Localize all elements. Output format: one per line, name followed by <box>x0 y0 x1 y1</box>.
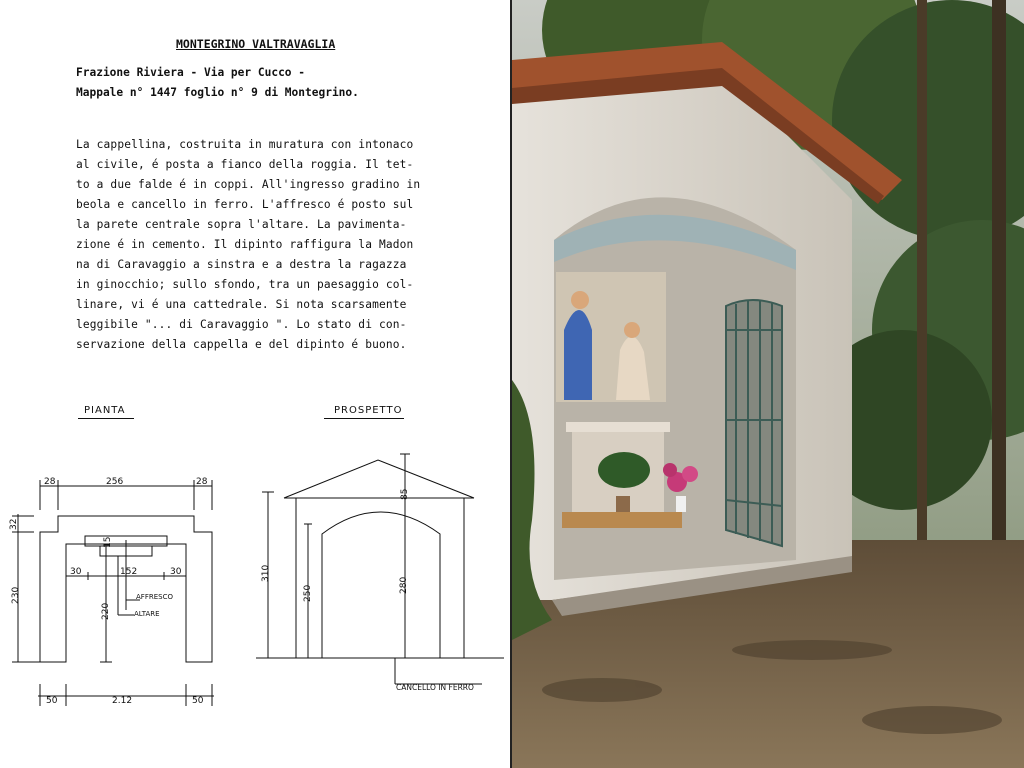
header-line-1: Frazione Riviera - Via per Cucco - <box>76 66 306 79</box>
dim-total: 310 <box>261 564 271 582</box>
dim-roof: 85 <box>400 488 410 500</box>
body-line: linare, vi é una cattedrale. Si nota scarsamente <box>76 298 407 311</box>
iron-gate <box>726 300 782 546</box>
body-line: zione é in cemento. Il dipinto raffigura la Madon <box>76 238 414 251</box>
label-affresco: AFFRESCO <box>136 593 173 601</box>
body-line: na di Caravaggio a sinstra e a destra la ragazza <box>76 258 407 271</box>
dim-height: 230 <box>11 586 21 604</box>
pianta-label: PIANTA <box>84 405 126 416</box>
prospetto-label: PROSPETTO <box>334 405 403 416</box>
dim-top-right: 28 <box>196 477 208 487</box>
dim-arch: 280 <box>399 576 409 594</box>
label-altare: ALTARE <box>134 610 160 618</box>
dim-top: 256 <box>106 477 124 487</box>
dim-center: 152 <box>120 567 138 577</box>
dim-top-left: 28 <box>44 477 56 487</box>
pianta-underline <box>78 418 134 419</box>
dim-side-right: 30 <box>170 567 182 577</box>
prospetto-underline <box>324 418 404 419</box>
document-title: MONTEGRINO VALTRAVAGLIA <box>176 37 336 51</box>
dim-wall: 250 <box>303 584 313 602</box>
body-line: to a due falde é in coppi. All'ingresso gradino in <box>76 178 421 191</box>
chapel-photo <box>512 0 1024 768</box>
body-line: la parete centrale sopra l'altare. La pavimenta- <box>76 218 407 231</box>
dim-bottom-left: 50 <box>46 696 58 706</box>
body-line: in ginocchio; sullo sfondo, tra un paesaggio col- <box>76 278 414 291</box>
dim-side-left: 30 <box>70 567 82 577</box>
prospetto-drawing <box>250 448 505 698</box>
dim-bottom-right: 50 <box>192 696 204 706</box>
body-line: La cappellina, costruita in muratura con intonaco <box>76 138 414 151</box>
dim-depth: 220 <box>101 602 111 620</box>
body-line: al civile, é posta a fianco della roggia. Il tet- <box>76 158 414 171</box>
dim-niche: 15 <box>103 536 113 548</box>
dim-bottom-center: 2.12 <box>112 696 133 706</box>
dim-side-small: 32 <box>9 518 19 530</box>
pianta-drawing <box>0 470 240 720</box>
body-line: leggibile "... di Caravaggio ". Lo stato di con- <box>76 318 407 331</box>
body-line: beola e cancello in ferro. L'affresco é posto sul <box>76 198 414 211</box>
label-cancello: CANCELLO IN FERRO <box>396 683 474 692</box>
body-line: servazione della cappella e del dipinto é buono. <box>76 338 407 351</box>
header-line-2: Mappale n° 1447 foglio n° 9 di Montegrino. <box>76 86 359 99</box>
chapel-photo-illustration <box>512 0 1024 768</box>
